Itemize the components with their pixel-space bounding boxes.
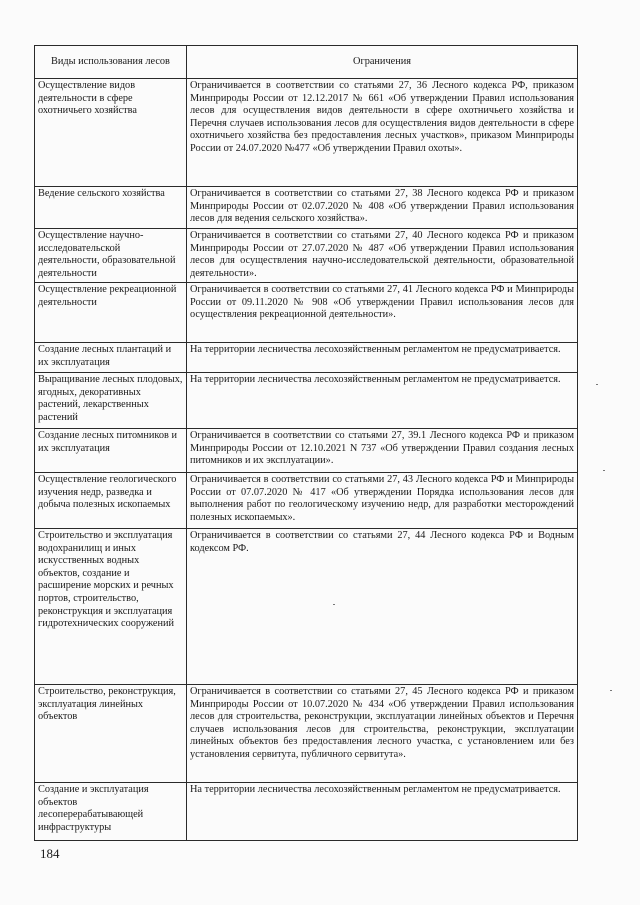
table-row (35, 373, 578, 429)
table-row (35, 529, 578, 685)
restriction-cell: Ограничивается в соответствии со статьями 27, 39.1 Лесного кодекса РФ и приказом Минприроды России от 12.10.2021 N 737 «Об утверждении Правил создания лесных питомников и их эксплуатации». (187, 429, 578, 473)
scan-speck (610, 690, 612, 691)
use-type-cell: Осуществление видов деятельности в сфере охотничьего хозяйства (35, 79, 187, 187)
use-type-cell: Создание лесных питомников и их эксплуатация (35, 429, 187, 473)
scan-speck (603, 470, 605, 471)
use-type-cell: Создание лесных плантаций и их эксплуатация (35, 343, 187, 373)
table-row (35, 229, 578, 283)
page-number: 184 (40, 846, 60, 861)
restriction-cell: Ограничивается в соответствии со статьями 27, 41 Лесного кодекса РФ и Минприроды России от 09.11.2020 № 908 «Об утверждении Правил использования лесов для осуществления рекреационной деятельности». (187, 283, 578, 343)
use-type-cell: Строительство и эксплуатация водохранилищ и иных искусственных водных объектов, создание и расширение морских и речных портов, строительство, реконструкция и эксплуатация гидротехнических сооружений (35, 529, 187, 685)
restriction-cell: На территории лесничества лесохозяйственным регламентом не предусматривается. (187, 783, 578, 841)
table-header-row (35, 46, 578, 79)
table-row (35, 283, 578, 343)
table-row (35, 79, 578, 187)
restriction-cell: Ограничивается в соответствии со статьями 27, 40 Лесного кодекса РФ и приказом Минприроды России от 27.07.2020 № 487 «Об утверждении Правил использования лесов для осуществления научно-исследовательской деятельности, образовательной деятельности». (187, 229, 578, 283)
table-row (35, 429, 578, 473)
table-row (35, 343, 578, 373)
column-header-use-type: Виды использования лесов (35, 46, 187, 79)
scan-speck (333, 604, 335, 605)
restriction-cell: Ограничивается в соответствии со статьями 27, 43 Лесного кодекса РФ и Минприроды России от 07.07.2020 № 417 «Об утверждении Порядка использования лесов для выполнения работ по геологическому изучению недр, для разработки месторождений полезных ископаемых». (187, 473, 578, 529)
use-type-cell: Ведение сельского хозяйства (35, 187, 187, 229)
table-row (35, 783, 578, 841)
use-type-cell: Строительство, реконструкция, эксплуатация линейных объектов (35, 685, 187, 783)
column-header-restrictions: Ограничения (187, 46, 578, 79)
table-row (35, 187, 578, 229)
use-type-cell: Осуществление рекреационной деятельности (35, 283, 187, 343)
table-row (35, 685, 578, 783)
use-type-cell: Создание и эксплуатация объектов лесоперерабатывающей инфраструктуры (35, 783, 187, 841)
scan-speck (596, 384, 598, 385)
restriction-cell: Ограничивается в соответствии со статьями 27, 44 Лесного кодекса РФ и Водным кодексом РФ. (187, 529, 578, 685)
restriction-cell: На территории лесничества лесохозяйственным регламентом не предусматривается. (187, 343, 578, 373)
table-row (35, 473, 578, 529)
use-type-cell: Осуществление геологического изучения недр, разведка и добыча полезных ископаемых (35, 473, 187, 529)
forest-use-restrictions-table (34, 45, 578, 841)
restriction-cell: Ограничивается в соответствии со статьями 27, 45 Лесного кодекса РФ и приказом Минприроды России от 10.07.2020 № 434 «Об утверждении Правил использования лесов для строительства, реконструкции, эксплуатации линейных объектов и Перечня случаев использования лесов для строительства, реконструкции, эксплуатации линейных объектов без предоставления лесного участка, с установлением или без установления сервитута, публичного сервитута». (187, 685, 578, 783)
use-type-cell: Выращивание лесных плодовых, ягодных, декоративных растений, лекарственных растений (35, 373, 187, 429)
restriction-cell: Ограничивается в соответствии со статьями 27, 38 Лесного кодекса РФ и приказом Минприроды России от 02.07.2020 № 408 «Об утверждении Правил использования лесов для ведения сельского хозяйства». (187, 187, 578, 229)
restriction-cell: На территории лесничества лесохозяйственным регламентом не предусматривается. (187, 373, 578, 429)
use-type-cell: Осуществление научно-исследовательской деятельности, образовательной деятельности (35, 229, 187, 283)
restriction-cell: Ограничивается в соответствии со статьями 27, 36 Лесного кодекса РФ, приказом Минприроды России от 12.12.2017 № 661 «Об утверждении Правил использования лесов для осуществления видов деятельности в сфере охотничьего хозяйства и Перечня случаев использования лесов для осуществления видов деятельности в сфере охотничьего хозяйства без предоставления лесных участков», приказом Минприроды России от 24.07.2020 №477 «Об утверждении Правил охоты». (187, 79, 578, 187)
